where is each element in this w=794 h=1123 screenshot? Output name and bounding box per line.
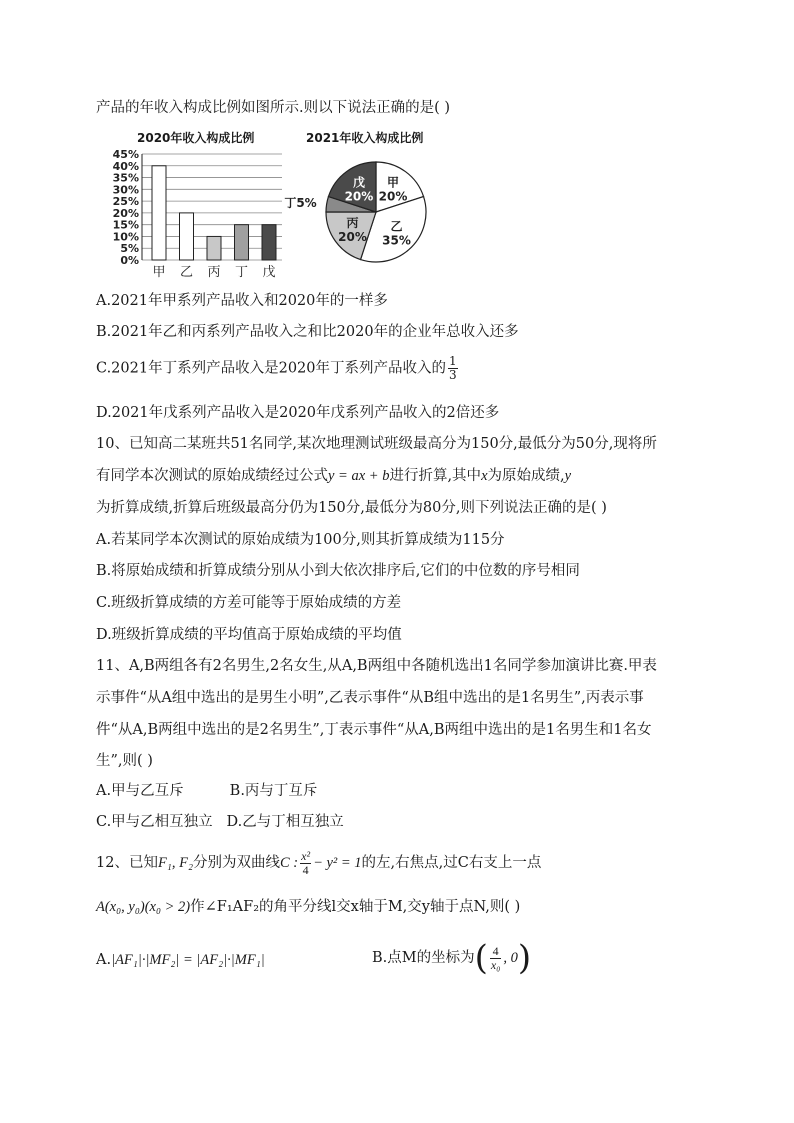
q9-option-c [96,355,460,382]
q11-line-1: 11、A,B两组各有2名男生,2名女生,从A,B两组中各随机选出1名同学参加演讲比赛.甲表 [96,658,657,674]
pie-value-label: 20% [378,189,408,204]
q11-line-3: 件“从A,B两组中选出的是2名男生”,丁表示事件“从A,B两组中选出的是1名男生和1名女 [96,722,652,738]
q11-options-cd: C.甲与乙相互独立 D.乙与丁相互独立 [96,814,344,830]
fraction-denominator: 3 [449,368,457,382]
q12-line-2-text: 作∠F₁AF₂的角平分线l交x轴于M,交y轴于点N,则( ) [190,899,521,915]
pie-outside-label: 丁5% [284,196,317,211]
fraction-numerator: x² [301,848,311,863]
q12-line-1 [96,848,541,878]
four-over-x0 [490,945,502,972]
q10-option-b: B.将原始成绩和折算成绩分别从小到大依次排序后,它们的中位数的序号相同 [96,563,580,579]
q12-mid-2: 的左,右焦点,过C右支上一点 [361,855,542,871]
fraction-numerator: 4 [490,945,502,959]
q9-option-b: B.2021年乙和丙系列产品收入之和比2020年的企业年总收入还多 [96,324,519,340]
pie-name-label: 戊 [352,175,365,190]
q11-options-ab: A.甲与乙互斥 B.丙与丁互斥 [96,783,318,799]
q11-line-4: 生”,则( ) [96,753,153,769]
fraction-denominator: x₀ [490,957,501,972]
y-tick-label: 5% [120,242,139,256]
q9-option-d: D.2021年戊系列产品收入是2020年戊系列产品收入的2倍还多 [96,405,500,421]
x-tick-label: 丁 [234,265,249,280]
q9-option-a: A.2021年甲系列产品收入和2020年的一样多 [96,293,388,309]
one-third-fraction [448,355,458,382]
q10-line-3: 为折算成绩,折算后班级最高分仍为150分,最低分为80分,则下列说法正确的是( ) [96,500,607,516]
pie-value-label: 35% [382,233,411,248]
q10-option-c: C.班级折算成绩的方差可能等于原始成绩的方差 [96,595,402,611]
pie-chart-title: 2021年收入构成比例 [306,131,424,145]
x-variable: x [481,468,488,484]
bar-戊 [262,225,276,260]
pie-name-label: 丙 [346,216,359,231]
q12-option-a-expr: |AF₁|·|MF₂| = |AF₂|·|MF₁| [111,952,265,968]
y-variable: y [564,468,572,484]
x-tick-label: 乙 [179,265,194,280]
bar-乙 [180,213,194,260]
y-tick-label: 15% [112,218,139,232]
hyperbola-rest: − y² = 1 [313,855,362,871]
x-squared-over-4 [300,850,311,877]
q12-line-2 [96,897,520,917]
pie-name-label: 乙 [390,219,403,234]
bar-丙 [207,236,221,260]
hyperbola-c: C : [280,855,299,871]
x-tick-label: 甲 [152,265,166,280]
q9-option-c-text: C.2021年丁系列产品收入是2020年丁系列产品收入的 [96,360,446,377]
q10-line-2-mid: 进行折算,其中 [389,468,482,484]
q12-option-b-tail: , 0 [503,950,518,966]
y-tick-label: 35% [112,171,139,185]
q12-option-a-label: A. [96,952,112,968]
bar-chart-title: 2020年收入构成比例 [137,131,255,145]
foci-f1-f2: F₁, F₂ [157,855,193,871]
formula: y = ax + b [328,468,390,484]
x-tick-label: 戊 [262,265,276,280]
y-tick-label: 25% [112,195,139,209]
q10-line-1: 10、已知高二某班共51名同学,某次地理测试班级最高分为150分,最低分为50分,现将所 [96,436,657,452]
y-tick-label: 0% [120,254,139,267]
q12-option-a [96,945,265,975]
pie-name-label: 甲 [387,175,400,190]
q10-line-2-text: 有同学本次测试的原始成绩经过公式 [96,468,328,484]
point-a: A(x₀, y₀)(x₀ > 2) [96,899,191,915]
q12-mid-1: 分别为双曲线 [193,855,280,871]
y-tick-label: 40% [112,159,139,173]
q11-line-2: 示事件“从A组中选出的是男生小明”,乙表示事件“从B组中选出的是1名男生”,丙表示事 [96,690,644,706]
q9-stem: 产品的年收入构成比例如图所示.则以下说法正确的是( ) [96,100,451,116]
pie-chart [284,152,438,272]
q12-prefix: 12、已知 [96,855,158,871]
bar-chart [110,146,285,281]
q12-option-b: B.点M的坐标为( $\frac{4}{\text{x₀}}$ , 0) [372,938,532,978]
y-tick-label: 30% [112,183,139,197]
q10-line-2 [96,466,571,486]
fraction-numerator: 1 [449,354,457,368]
bar-丁 [235,225,249,260]
y-tick-label: 45% [112,148,139,161]
q12-option-b-label: B.点M的坐标为 [372,950,475,966]
q10-option-a: A.若某同学本次测试的原始成绩为100分,则其折算成绩为115分 [96,532,505,548]
x-tick-label: 丙 [207,265,221,280]
fraction-denominator: 4 [302,862,309,877]
y-tick-label: 20% [112,206,139,220]
y-tick-label: 10% [112,230,139,244]
pie-value-label: 20% [338,230,367,245]
bar-甲 [152,166,166,260]
q10-line-2-post: 为原始成绩, [487,468,565,484]
pie-value-label: 20% [344,189,374,204]
q10-option-d: D.班级折算成绩的平均值高于原始成绩的平均值 [96,627,402,643]
